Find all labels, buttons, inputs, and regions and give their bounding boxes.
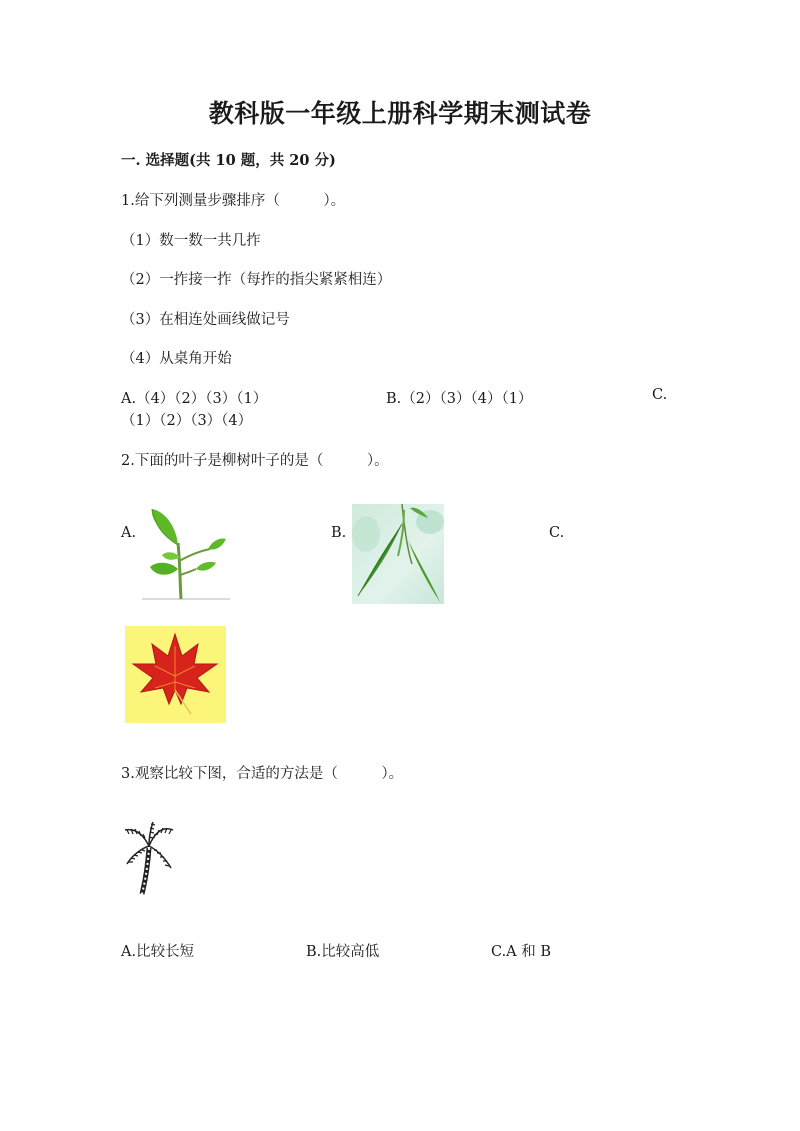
page-title: 教科版一年级上册科学期末测试卷 xyxy=(208,99,592,128)
question-2-option-b: B. xyxy=(331,525,347,541)
question-2-option-a: A. xyxy=(121,525,137,541)
section-heading: 一. 选择题(共 10 题，共 20 分) xyxy=(121,152,336,169)
question-3-option-a: A.比较长短 xyxy=(121,944,195,960)
question-1-option-b: B.（2）（3）（4）（1） xyxy=(386,391,533,407)
question-1-step-3: （3）在相连处画线做记号 xyxy=(121,312,290,328)
question-2-option-c: C. xyxy=(549,525,565,541)
question-1-step-2: （2）一拃接一拃（每拃的指尖紧紧相连） xyxy=(121,272,392,288)
question-1-stem: 1.给下列测量步骤排序（ ）。 xyxy=(121,193,346,209)
question-1-option-c-label: C. xyxy=(652,387,668,403)
green-seedling-image xyxy=(140,503,232,603)
question-1-option-a: A.（4）（2）（3）（1） xyxy=(121,391,268,407)
question-3-option-c: C.A 和 B xyxy=(491,944,552,960)
question-1-step-4: （4）从桌角开始 xyxy=(121,351,232,367)
question-2-stem: 2.下面的叶子是柳树叶子的是（ ）。 xyxy=(121,453,389,469)
question-3-stem: 3.观察比较下图，合适的方法是（ ）。 xyxy=(121,766,404,782)
question-1-option-c-text: （1）（2）（3）（4） xyxy=(121,413,253,429)
red-maple-leaf-image xyxy=(125,626,226,723)
question-3-option-b: B.比较高低 xyxy=(306,944,380,960)
palm-tree-image xyxy=(121,820,175,896)
question-1-step-1: （1）数一数一共几拃 xyxy=(121,233,261,249)
willow-leaves-image xyxy=(352,504,444,604)
